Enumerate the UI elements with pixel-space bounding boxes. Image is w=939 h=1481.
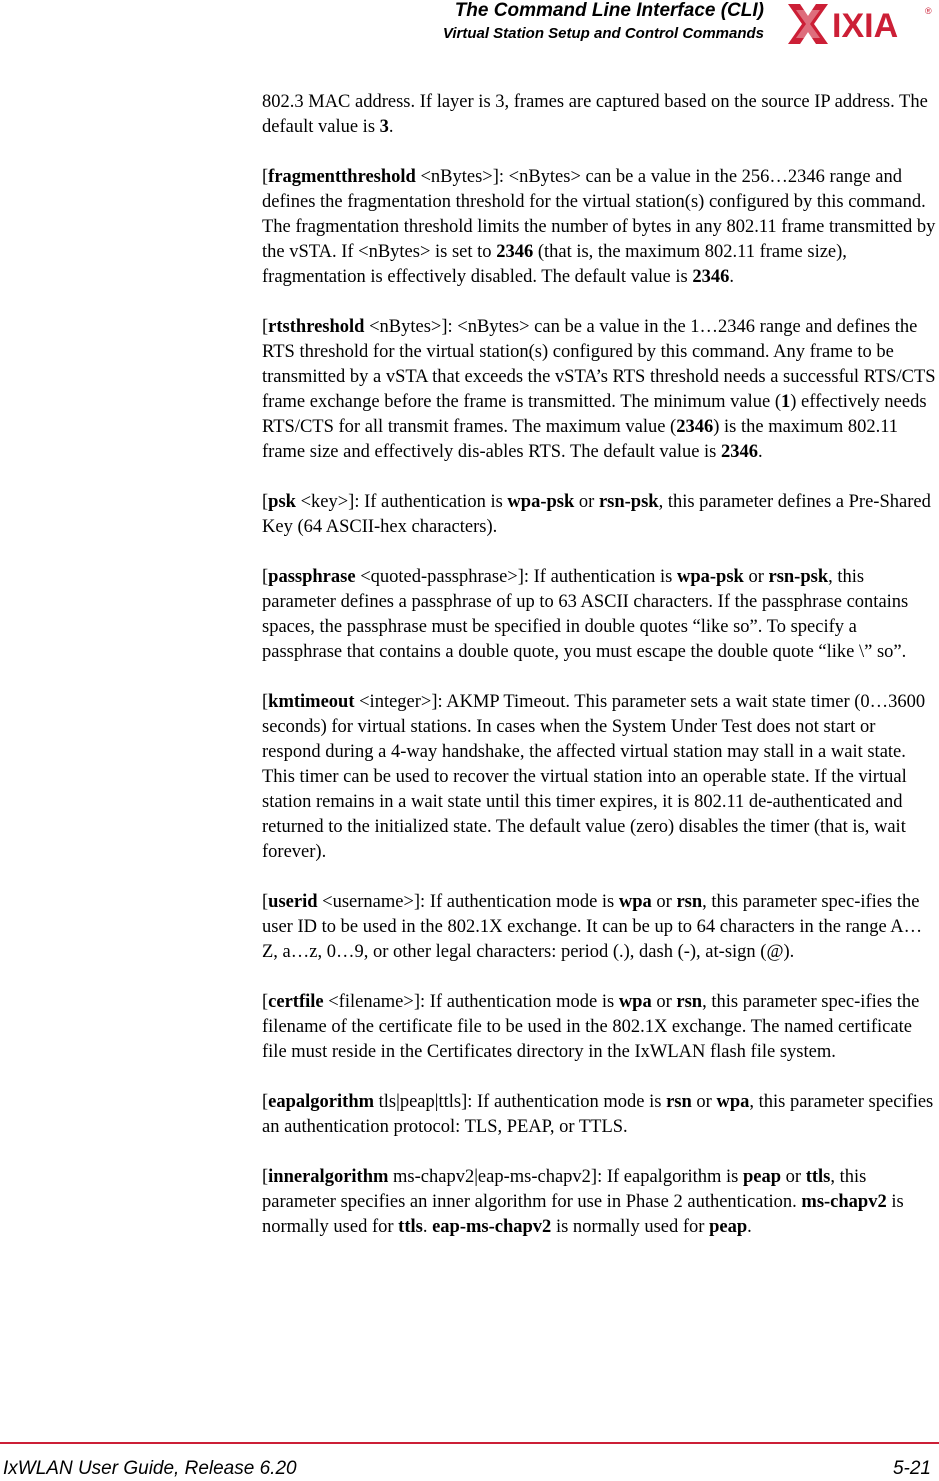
text-run: <username>]: If authentication mode is (317, 892, 619, 912)
page-header-subtitle: Virtual Station Setup and Control Commands (442, 25, 764, 42)
bold-term: certfile (268, 992, 324, 1012)
text-run: <nBytes>]: <nBytes> can be a value in the 256…2346 range and defines the fragmentation threshold for the virtual station(s) configured by this command. The fragmentation threshold limits the number of bytes in any 802.11 frame transmitted by the vSTA. If <nBytes> is set to (262, 167, 936, 262)
paragraph (262, 1090, 937, 1140)
text-run: ) is the maximum 802.11 frame size and effectively dis-ables RTS. The default value is (262, 417, 899, 462)
text-run: or (574, 492, 599, 512)
paragraph (262, 90, 937, 140)
paragraph (262, 990, 937, 1065)
bold-term: passphrase (268, 567, 356, 587)
text-run: or (691, 1092, 717, 1112)
paragraph (262, 890, 937, 965)
text-run: or (651, 992, 677, 1012)
text-run: [ (262, 892, 269, 912)
text-run: , this parameter specifies an authentication protocol: TLS, PEAP, or TTLS. (262, 1092, 934, 1137)
bold-term: eapalgorithm (268, 1092, 375, 1112)
bold-term: inneralgorithm (268, 1167, 389, 1187)
text-run: [ (262, 317, 269, 337)
text-run: , this parameter defines a passphrase of up to 63 ASCII characters. If the passphrase contains spaces, the passphrase must be specified in double quotes “like so”. To specify a passphrase that contains a double quote, you must escape the double quote “like \” so”. (262, 567, 909, 662)
bold-term: 2346 (676, 417, 714, 437)
text-run: is normally used for (262, 1192, 904, 1237)
text-run: [ (262, 1092, 269, 1112)
ixia-logo-wordmark: IXIA (832, 7, 899, 45)
bold-term: rsn-psk (768, 567, 829, 587)
bold-term: 1 (781, 392, 791, 412)
paragraph (262, 690, 937, 865)
bold-term: rsn (676, 892, 703, 912)
bold-term: wpa-psk (507, 492, 575, 512)
text-run: [ (262, 1167, 269, 1187)
ixia-logo-mark-icon (788, 4, 828, 44)
bold-term: rsn (666, 1092, 692, 1112)
bold-term: rtsthreshold (268, 317, 365, 337)
bold-term: wpa (618, 992, 652, 1012)
text-run: ) effectively needs RTS/CTS for all transmit frames. The maximum value ( (262, 392, 927, 437)
bold-term: 2346 (721, 442, 759, 462)
bold-term: rsn (676, 992, 703, 1012)
paragraph (262, 1165, 937, 1240)
bold-term: ttls (805, 1167, 831, 1187)
text-run: or (651, 892, 677, 912)
paragraph (262, 165, 937, 290)
text-run: [ (262, 692, 269, 712)
text-run: is normally used for (551, 1217, 710, 1237)
page-header-title: The Command Line Interface (CLI) (454, 0, 764, 21)
text-run: (that is, the maximum 802.11 frame size), fragmentation is effectively disabled. The default value is (262, 242, 847, 287)
text-run: , this parameter specifies an inner algorithm for use in Phase 2 authentication. (262, 1167, 867, 1212)
text-run: , this parameter spec-ifies the filename of the certificate file to be used in the 802.1X exchange. The named certificate file must reside in the Certificates directory in the IxWLAN flash file system. (262, 992, 920, 1062)
text-run: . (747, 1217, 752, 1237)
bold-term: userid (268, 892, 318, 912)
text-run: [ (262, 167, 269, 187)
registered-mark: ® (925, 6, 932, 16)
bold-term: kmtimeout (268, 692, 355, 712)
text-run: . (729, 267, 734, 287)
text-run: <filename>]: If authentication mode is (323, 992, 619, 1012)
text-run: . (388, 117, 394, 137)
bold-term: eap-ms-chapv2 (432, 1217, 552, 1237)
text-run: . (758, 442, 763, 462)
text-run: , this parameter spec-ifies the user ID to be used in the 802.1X exchange. It can be up to 64 characters in the range A…Z, a…z, 0…9, or other legal characters: period (.), dash (-), at-sign (@). (262, 892, 923, 962)
text-run: 802.3 MAC address. If layer is 3, frames are captured based on the source IP address. The default value is (262, 92, 928, 137)
text-run: [ (262, 992, 269, 1012)
bold-term: 2346 (692, 267, 730, 287)
document-body (262, 90, 937, 1265)
text-run: or (743, 567, 769, 587)
ixia-logo (786, 2, 936, 46)
bold-term: wpa (716, 1092, 750, 1112)
text-run: . (422, 1217, 433, 1237)
footer-page-number: 5-21 (892, 1458, 931, 1479)
bold-term: ms-chapv2 (801, 1192, 887, 1212)
paragraph (262, 565, 937, 665)
text-run: <quoted-passphrase>]: If authentication is (355, 567, 677, 587)
text-run: [ (262, 567, 269, 587)
bold-term: rsn-psk (598, 492, 659, 512)
bold-term: 3 (379, 117, 389, 137)
text-run: or (781, 1167, 806, 1187)
bold-term: wpa-psk (676, 567, 744, 587)
text-run: ms-chapv2|eap-ms-chapv2]: If eapalgorithm is (388, 1167, 743, 1187)
bold-term: peap (743, 1167, 782, 1187)
paragraph (262, 315, 937, 465)
text-run: <nBytes>]: <nBytes> can be a value in the 1…2346 range and defines the RTS threshold for the virtual station(s) configured by this command. Any frame to be transmitted by a vSTA that exceeds the vSTA’s RTS threshold needs a successful RTS/CTS frame exchange before the frame is transmitted. The minimum value ( (262, 317, 936, 412)
bold-term: psk (268, 492, 296, 512)
bold-term: wpa (618, 892, 652, 912)
footer-guide-title: IxWLAN User Guide, Release 6.20 (3, 1458, 297, 1479)
bold-term: ttls (398, 1217, 423, 1237)
text-run: <key>]: If authentication is (295, 492, 508, 512)
text-run: [ (262, 492, 269, 512)
paragraph (262, 490, 937, 540)
bold-term: 2346 (496, 242, 534, 262)
text-run: , this parameter defines a Pre-Shared Key (64 ASCII-hex characters). (262, 492, 931, 537)
text-run: <integer>]: AKMP Timeout. This parameter sets a wait state timer (0…3600 seconds) for virtual stations. In cases when the System Under Test does not start or respond during a 4-way handshake, the affected virtual station may stall in a wait state. This timer can be used to recover the virtual station into an operable state. If the virtual station remains in a wait state until this timer expires, it is 802.11 de-authenticated and returned to the initialized state. The default value (zero) disables the timer (that is, wait forever). (262, 692, 926, 862)
text-run: tls|peap|ttls]: If authentication mode is (374, 1092, 667, 1112)
footer-divider (0, 1442, 939, 1444)
bold-term: peap (709, 1217, 748, 1237)
bold-term: fragmentthreshold (268, 167, 416, 187)
